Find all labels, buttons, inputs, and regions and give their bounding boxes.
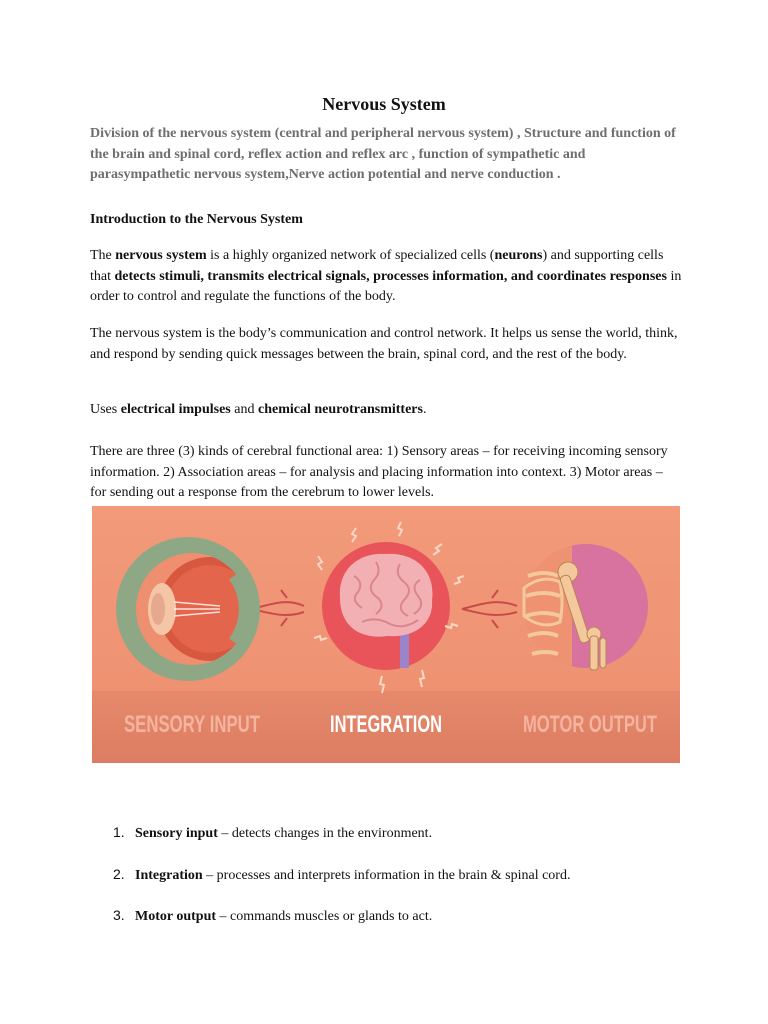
bold-term: chemical neurotransmitters (257, 402, 423, 417)
bold-term: neurons (494, 248, 543, 263)
bold-term: detects stimuli, transmits electrical signals, processes information, and coordinates responses (114, 268, 667, 284)
intro-heading: Introduction to the Nervous System (90, 212, 303, 227)
list-term: Sensory input (135, 826, 218, 841)
text: is a highly organized network of specialized cells ( (206, 248, 495, 263)
text: Uses (90, 402, 121, 417)
bold-term: nervous system (115, 248, 207, 263)
integration-label: INTEGRATION (330, 711, 442, 738)
signals-paragraph (90, 400, 682, 421)
list-term: Motor output (135, 909, 217, 924)
brain-icon (322, 542, 450, 670)
sensory-input-label: SENSORY INPUT (124, 711, 261, 738)
bold-term: electrical impulses (120, 402, 231, 417)
page-title: Nervous System (322, 94, 446, 114)
text: ) and supporting cells that (90, 248, 664, 284)
nervous-system-functions-figure (92, 506, 680, 763)
list-item (113, 866, 570, 884)
list-description: – detects changes in the environment. (217, 826, 433, 841)
list-item (113, 824, 432, 842)
text: and (230, 402, 258, 417)
list-term: Integration (135, 868, 203, 883)
list-item (113, 907, 432, 925)
list-number: 3. (113, 907, 125, 923)
cerebral-areas-paragraph: There are three (3) kinds of cerebral functional area: 1) Sensory areas – for receiving incoming sensory information. 2) Association areas – for analysis and placing information into context. 3) Motor areas – for sending out a response from the cerebrum to lower levels. (90, 444, 668, 500)
list-description: – processes and interprets information in the brain & spinal cord. (202, 868, 571, 883)
motor-output-label: MOTOR OUTPUT (523, 711, 658, 738)
communication-paragraph: The nervous system is the body’s communication and control network. It helps us sense the world, think, and respond by sending quick messages between the brain, spinal cord, and the rest of the body. (90, 326, 678, 362)
topics-summary: Division of the nervous system (central and peripheral nervous system) , Structure and function of the brain and spinal cord, reflex action and reflex arc , function of sympathetic and parasympathetic nervous system,Nerve action potential and nerve conduction . (90, 126, 676, 182)
list-number: 1. (113, 824, 125, 840)
definition-paragraph (90, 246, 682, 308)
text: The (90, 248, 116, 263)
text: . (422, 402, 427, 417)
text: in order to control and regulate the functions of the body. (90, 268, 682, 304)
list-number: 2. (113, 866, 125, 882)
list-description: – commands muscles or glands to act. (216, 909, 433, 924)
